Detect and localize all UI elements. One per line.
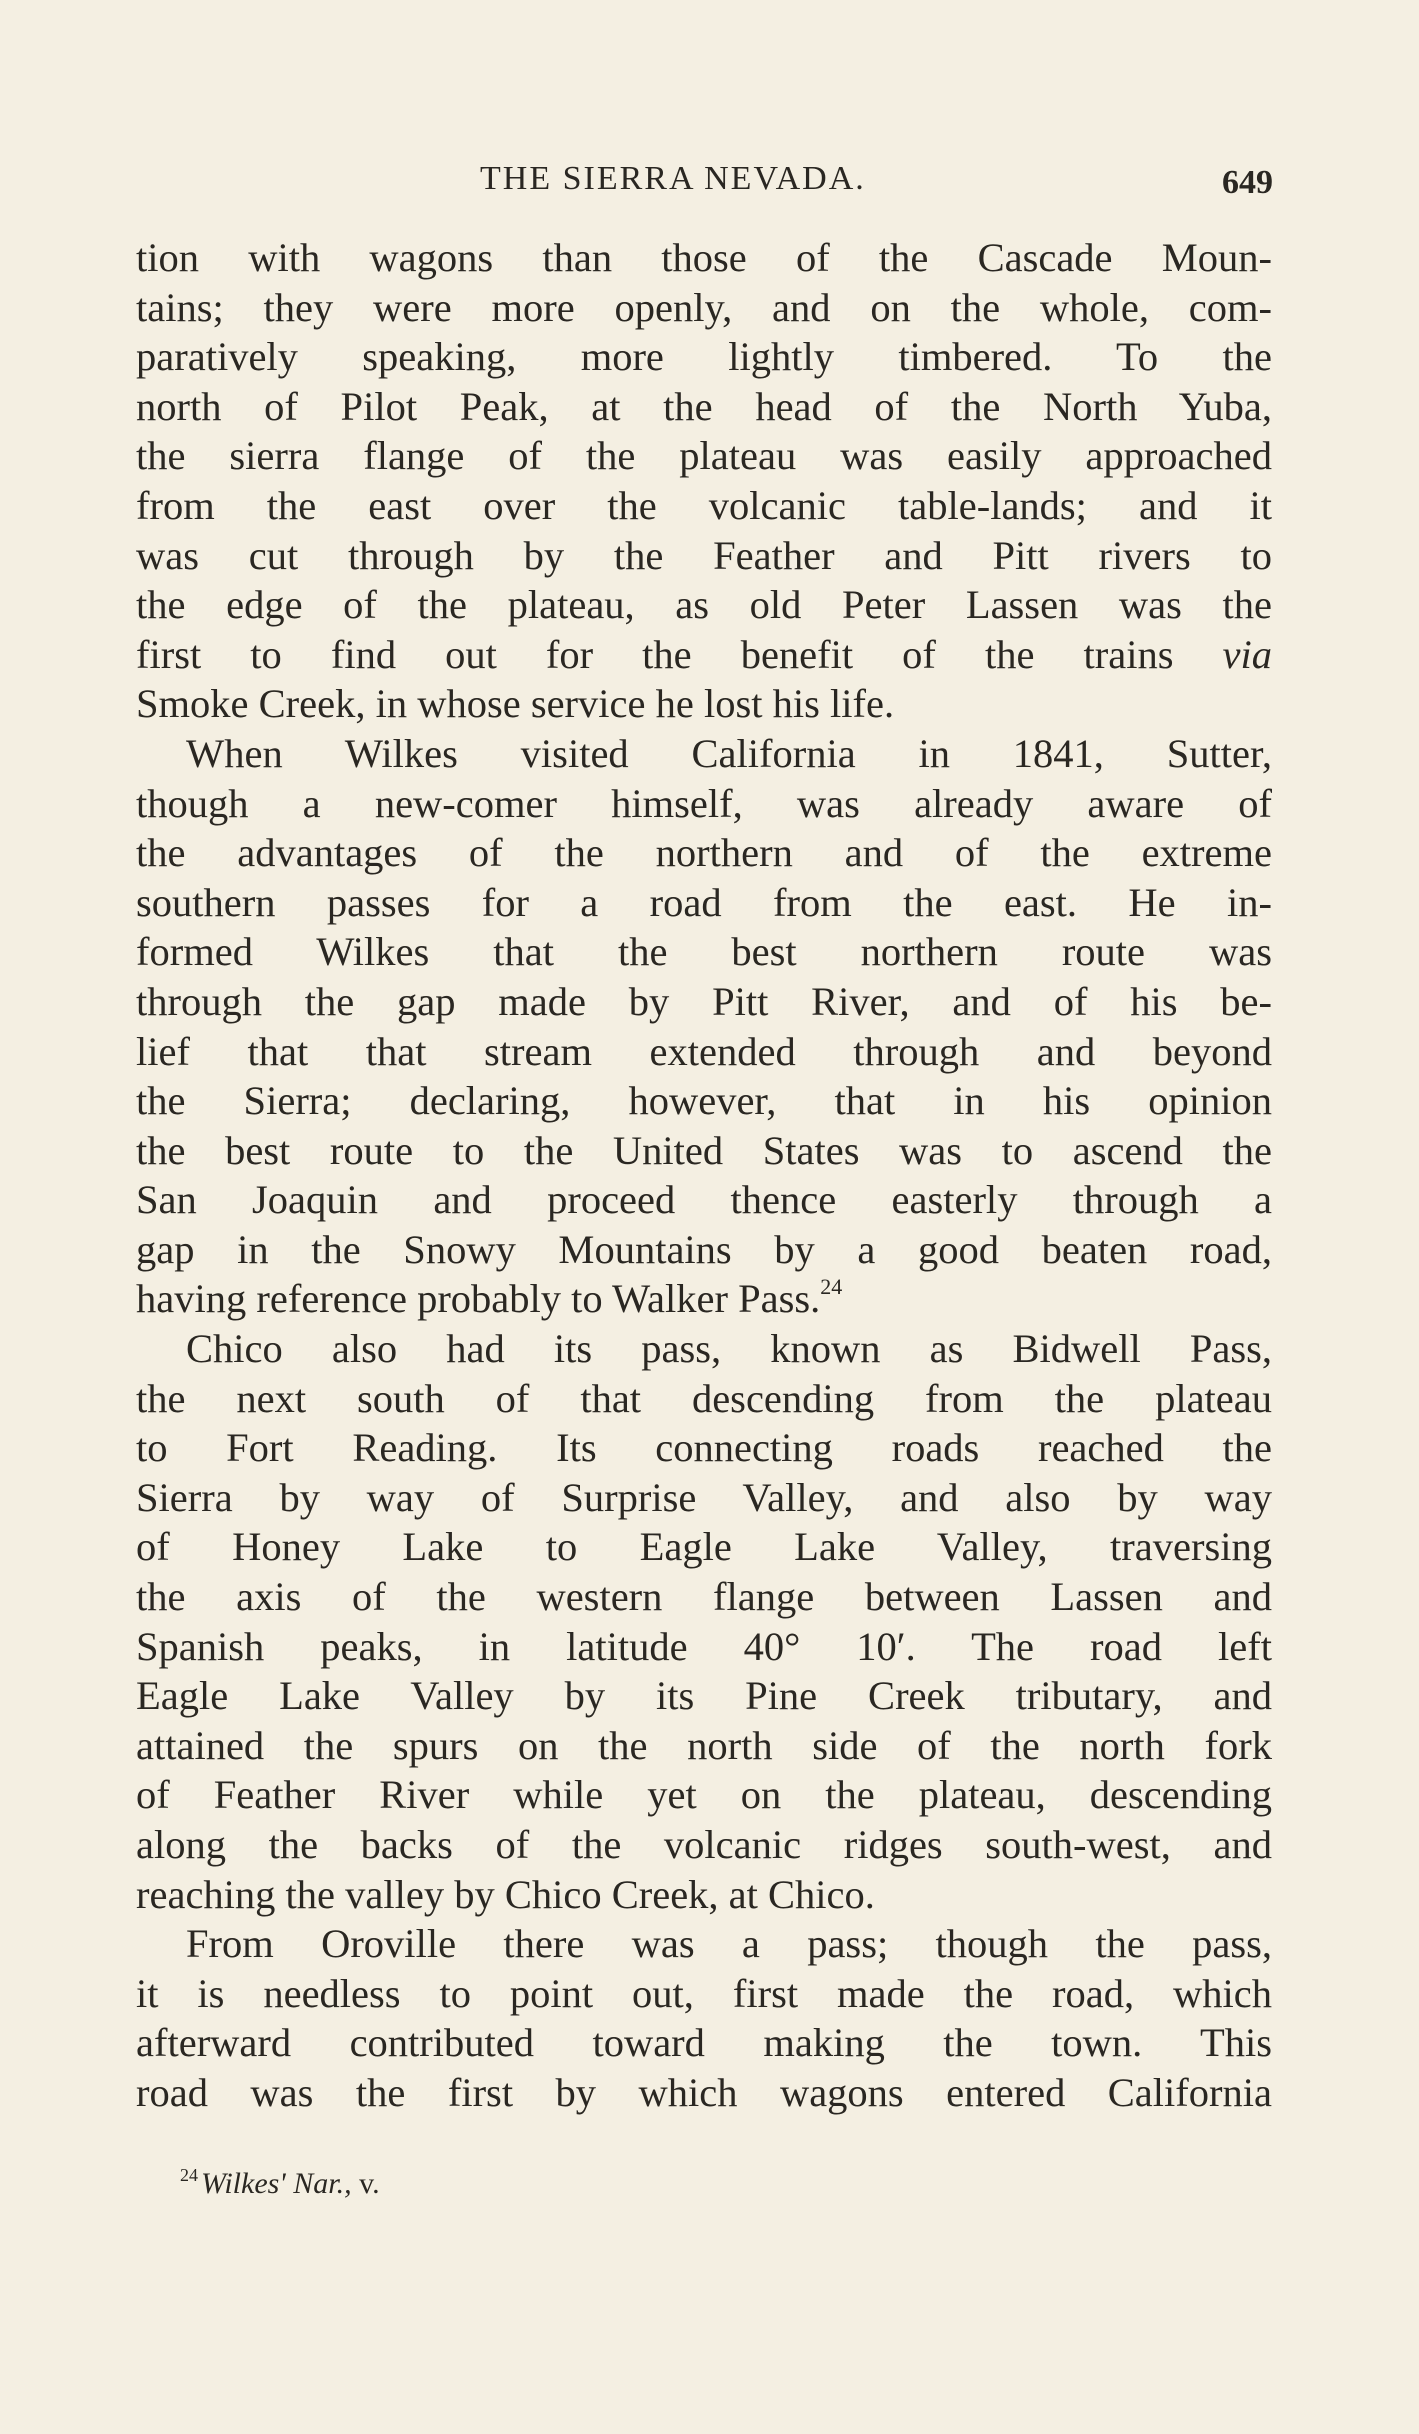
text-line: afterward contributed toward making the town. This (136, 2020, 1272, 2066)
footnote-source-title: Wilkes' Nar., (201, 2167, 352, 2200)
text-line: the edge of the plateau, as old Peter Lassen was the (136, 582, 1272, 628)
text-line: the sierra flange of the plateau was easily approached (136, 433, 1272, 479)
text-line: gap in the Snowy Mountains by a good beaten road, (136, 1226, 1272, 1272)
text-line: attained the spurs on the north side of the north fork (136, 1722, 1272, 1768)
text-line: to Fort Reading. Its connecting roads reached the (136, 1425, 1272, 1471)
text-line: Sierra by way of Surprise Valley, and also by way (136, 1474, 1272, 1520)
footnote-source-detail: v. (351, 2167, 380, 2200)
text-line: of Feather River while yet on the plateau, descending (136, 1772, 1272, 1818)
text-line: From Oroville there was a pass; though the pass, (186, 1921, 1272, 1967)
text-line-content: first to find out for the benefit of the trains (136, 631, 1174, 677)
text-line (136, 630, 1272, 680)
text-line: though a new-comer himself, was already aware of (136, 780, 1272, 826)
text-line: San Joaquin and proceed thence easterly through a (136, 1177, 1272, 1223)
body-text (136, 233, 1272, 2118)
text-line: of Honey Lake to Eagle Lake Valley, traversing (136, 1524, 1272, 1570)
text-line: the advantages of the northern and of the extreme (136, 830, 1272, 876)
text-line: Eagle Lake Valley by its Pine Creek tributary, and (136, 1673, 1272, 1719)
text-line: southern passes for a road from the east. He in- (136, 879, 1272, 925)
text-line: Smoke Creek, in whose service he lost his life. (136, 681, 895, 727)
footnote-marker: 24 (180, 2165, 198, 2185)
text-line: lief that that stream extended through and beyond (136, 1028, 1272, 1074)
text-line: the next south of that descending from the plateau (136, 1375, 1272, 1421)
text-line: along the backs of the volcanic ridges south-west, and (136, 1822, 1272, 1867)
text-line: through the gap made by Pitt River, and of his be- (136, 978, 1272, 1024)
text-line: from the east over the volcanic table-lands; and it (136, 482, 1272, 528)
text-line: was cut through by the Feather and Pitt rivers to (136, 532, 1272, 578)
text-line: paratively speaking, more lightly timbered. To the (136, 334, 1272, 380)
text-line (136, 1274, 1272, 1324)
text-line: the axis of the western flange between Lassen and (136, 1574, 1272, 1620)
text-line: the best route to the United States was to ascend the (136, 1127, 1272, 1173)
text-line-content: having reference probably to Walker Pass. (136, 1276, 821, 1322)
text-line: reaching the valley by Chico Creek, at Chico. (136, 1871, 875, 1917)
text-line: road was the first by which wagons entered California (136, 2069, 1272, 2115)
text-line: Chico also had its pass, known as Bidwell Pass, (186, 1326, 1272, 1372)
running-title: THE SIERRA NEVADA. (480, 160, 866, 197)
text-line: Spanish peaks, in latitude 40° 10′. The road left (136, 1623, 1272, 1669)
text-line: the Sierra; declaring, however, that in his opinion (136, 1078, 1272, 1124)
text-line: When Wilkes visited California in 1841, Sutter, (186, 730, 1272, 776)
text-line: it is needless to point out, first made the road, which (136, 1970, 1272, 2016)
page-number: 649 (1222, 164, 1273, 201)
footnote (180, 2165, 380, 2201)
text-line: tains; they were more openly, and on the whole, com- (136, 284, 1272, 330)
italic-via: via (1222, 631, 1272, 677)
text-line: tion with wagons than those of the Cascade Moun- (136, 235, 1272, 280)
running-head (0, 160, 1419, 210)
footnote-reference: 24 (820, 1274, 843, 1300)
text-line: formed Wilkes that the best northern route was (136, 929, 1272, 975)
text-line: north of Pilot Peak, at the head of the North Yuba, (136, 383, 1272, 429)
